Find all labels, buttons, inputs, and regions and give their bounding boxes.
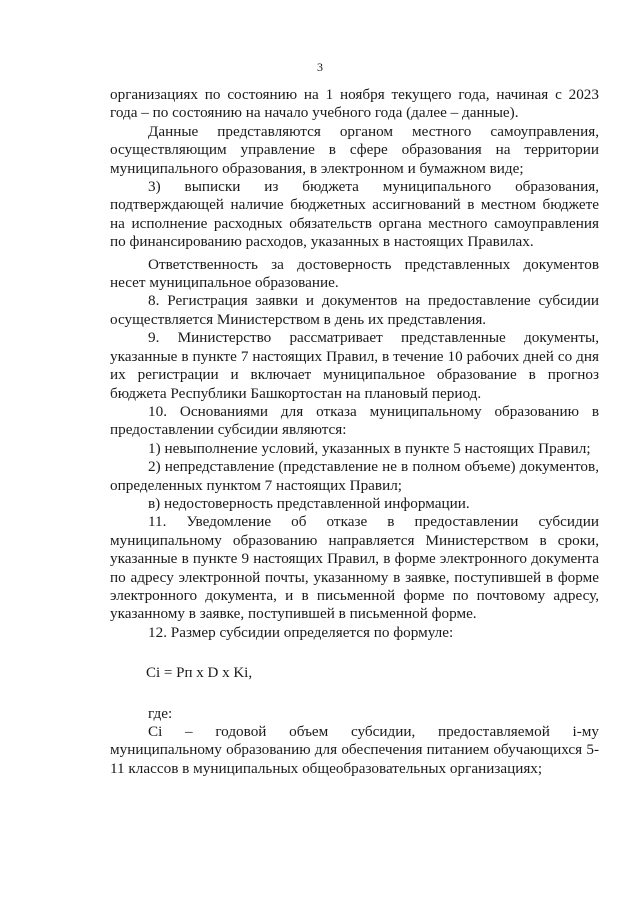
paragraph-data-submission: Данные представляются органом местного самоуправления, осуществляющим управление в сфере образования на территории муниципального образования, в электронном и бумажном виде; xyxy=(110,122,599,177)
paragraph-responsibility: Ответственность за достоверность представленных документов несет муниципальное образование. xyxy=(110,255,599,292)
paragraph-item-8: 8. Регистрация заявки и документов на предоставление субсидии осуществляется Министерством в день их представления. xyxy=(110,292,599,328)
paragraph-subitem-1: 1) невыполнение условий, указанных в пункте 5 настоящих Правил; xyxy=(148,439,591,457)
paragraph-item-11: 11. Уведомление об отказе в предоставлении субсидии муниципальному образованию направляется Министерством в сроки, указанные в пункте 9 настоящих Правил, в форме электронного документа по адресу электронной почты, указанному в заявке, поступившей в форме электронного документа, и в письменной форме по почтовому адресу, указанному в заявке, поступившей в письменной форме. xyxy=(110,513,599,623)
paragraph-item-10: 10. Основаниями для отказа муниципальному образованию в предоставлении субсидии являются: xyxy=(110,402,599,439)
document-body xyxy=(110,86,599,778)
definition-ci: Ci – годовой объем субсидии, предоставляемой i-му муниципальному образованию для обеспечения питанием обучающихся 5-11 классов в муниципальных общеобразовательных организациях; xyxy=(110,723,599,777)
paragraph-subitem-2: 2) непредставление (представление не в полном объеме) документов, определенных пунктом 7 настоящих Правил; xyxy=(110,458,599,494)
subsidy-formula: Ci = Pп x D x Ki, xyxy=(146,665,253,682)
paragraph-subitem-v: в) недостоверность представленной информации. xyxy=(148,494,470,512)
paragraph-budget-extract: 3) выписки из бюджета муниципального образования, подтверждающей наличие бюджетных ассигнований в местном бюджете на исполнение расходных обязательств органа местного самоуправления по финансированию расходов, указанных в настоящих Правилах. xyxy=(110,178,599,251)
paragraph-item-12: 12. Размер субсидии определяется по формуле: xyxy=(148,623,454,641)
paragraph-item-9: 9. Министерство рассматривает представленные документы, указанные в пункте 7 настоящих Правил, в течение 10 рабочих дней со дня их регистрации и включает муниципальное образование в прогноз бюджета Республики Башкортостан на плановый период. xyxy=(110,329,599,402)
paragraph-continuation: организациях по состоянию на 1 ноября текущего года, начиная с 2023 года – по состоянию на начало учебного года (далее – данные). xyxy=(110,86,599,122)
where-label: где: xyxy=(148,704,173,722)
page-number: 3 xyxy=(317,60,323,74)
